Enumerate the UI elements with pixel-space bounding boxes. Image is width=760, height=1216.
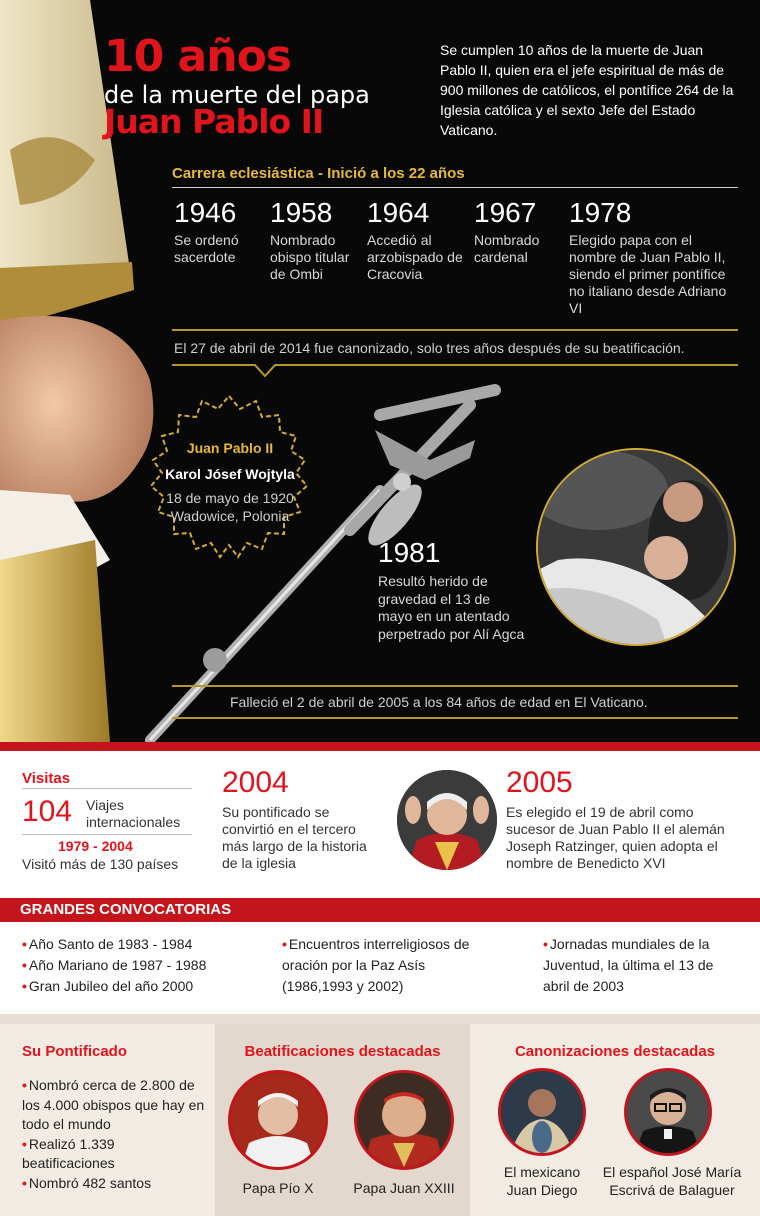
list-item: • Año Santo de 1983 - 1984 (22, 936, 193, 952)
convocatorias-col1 (22, 934, 252, 997)
career-item (367, 197, 467, 283)
pio-x-photo (228, 1070, 328, 1170)
year-2004: 2004 (222, 766, 289, 799)
escriva-portrait-image (627, 1071, 709, 1153)
career-item (174, 197, 268, 266)
list-item: • Gran Jubileo del año 2000 (22, 978, 194, 994)
attack-block (378, 537, 528, 643)
canonizado-name: El español José María Escrivá de Balaguer (602, 1164, 742, 1198)
career-desc: Se ordenó sacerdote (174, 232, 239, 265)
career-heading: Carrera eclesiástica - Inició a los 22 años (172, 165, 465, 182)
attack-photo (536, 448, 736, 646)
list-item: • Realizó 1.339 beatificaciones (22, 1135, 115, 1171)
career-year: 1978 (569, 197, 632, 228)
title-subtitle: de la muerte del papa (104, 81, 370, 109)
juan-diego-image (501, 1071, 583, 1153)
visits-count-label: Viajes internacionales (86, 797, 181, 830)
benedict-xvi-portrait-image (397, 770, 497, 870)
benedict-photo (397, 770, 497, 870)
list-item: • Año Mariano de 1987 - 1988 (22, 957, 207, 973)
career-year: 1946 (174, 197, 237, 228)
year-2005-desc: Es elegido el 19 de abril como sucesor de Juan Pablo II el alemán Joseph Ratzinger, quien adopta el nombre de Benedicto XVI (506, 804, 725, 871)
canonizaciones-heading: Canonizaciones destacadas (514, 1043, 716, 1060)
career-year: 1967 (474, 197, 537, 228)
canonized-text: El 27 de abril de 2014 fue canonizado, solo tres años después de su beatificación. (174, 340, 685, 356)
profile-name: Juan Pablo II (186, 440, 274, 456)
divider-bar (0, 742, 760, 751)
list-item: • Nombró cerca de 2.800 de los 4.000 obispos que hay en todo el mundo (22, 1077, 205, 1132)
juan-xxiii-portrait-image (357, 1073, 451, 1167)
pontificado-list (22, 1076, 207, 1193)
visits-heading: Visitas (22, 770, 71, 787)
profile-birth-name: Karol Jósef Wojtyla (165, 466, 295, 482)
career-desc: Accedió al arzobispado de Cracovia (367, 232, 463, 282)
career-year: 1964 (367, 197, 430, 228)
escriva-photo (624, 1068, 712, 1156)
canonizado-name: El mexicano Juan Diego (503, 1164, 581, 1198)
title-name: Juan Pablo II (104, 102, 324, 141)
convocatorias-col2: • Encuentros interreligiosos de oración por la Paz Asís (1986,1993 y 2002) (282, 936, 470, 994)
career-year: 1958 (270, 197, 333, 228)
career-item (474, 197, 564, 266)
title-main: 10 años (104, 31, 291, 82)
career-item (569, 197, 741, 317)
attack-year: 1981 (378, 537, 441, 568)
beatificaciones-heading: Beatificaciones destacadas (244, 1043, 441, 1060)
year-2004-desc: Su pontificado se convirtió en el tercero más largo de la historia de la iglesia (222, 804, 367, 871)
beatificado-name: Papa Juan XXIII (353, 1180, 455, 1196)
juan-xxiii-photo (354, 1070, 454, 1170)
convocatorias-col3: • Jornadas mundiales de la Juventud, la última el 13 de abril de 2003 (543, 936, 714, 994)
intro-text: Se cumplen 10 años de la muerte de Juan Pablo II, quien era el jefe espiritual de más de 900 millones de católicos, el pontífice 264 de la Iglesia católica y el sexto Jefe del Estado Vaticano. (440, 42, 734, 138)
year-2005: 2005 (506, 766, 573, 799)
profile-birth-place: Wadowice, Polonia (170, 508, 290, 524)
career-desc: Nombrado cardenal (474, 232, 540, 265)
attack-photo-image (538, 450, 736, 646)
visits-range: 1979 - 2004 (58, 838, 133, 854)
convocatorias-heading: GRANDES CONVOCATORIAS (0, 898, 760, 922)
death-text: Falleció el 2 de abril de 2005 a los 84 años de edad en El Vaticano. (230, 694, 648, 710)
juan-diego-photo (498, 1068, 586, 1156)
career-item (270, 197, 364, 283)
pontificado-heading: Su Pontificado (22, 1043, 127, 1060)
career-desc: Nombrado obispo titular de Ombi (270, 232, 350, 282)
pio-x-portrait-image (231, 1073, 325, 1167)
visits-count: 104 (22, 795, 73, 828)
visits-countries: Visitó más de 130 países (22, 856, 179, 872)
beatificado-name: Papa Pío X (242, 1180, 314, 1196)
attack-desc: Resultó herido de gravedad el 13 de mayo en un atentado perpetrado por Alí Agca (378, 573, 525, 642)
career-desc: Elegido papa con el nombre de Juan Pablo II, siendo el primer pontífice no italiano desde Adriano VI (569, 232, 727, 316)
profile-birth-date: 18 de mayo de 1920 (166, 490, 294, 506)
list-item: • Nombró 482 santos (22, 1174, 152, 1191)
divider-bar (0, 1014, 760, 1024)
